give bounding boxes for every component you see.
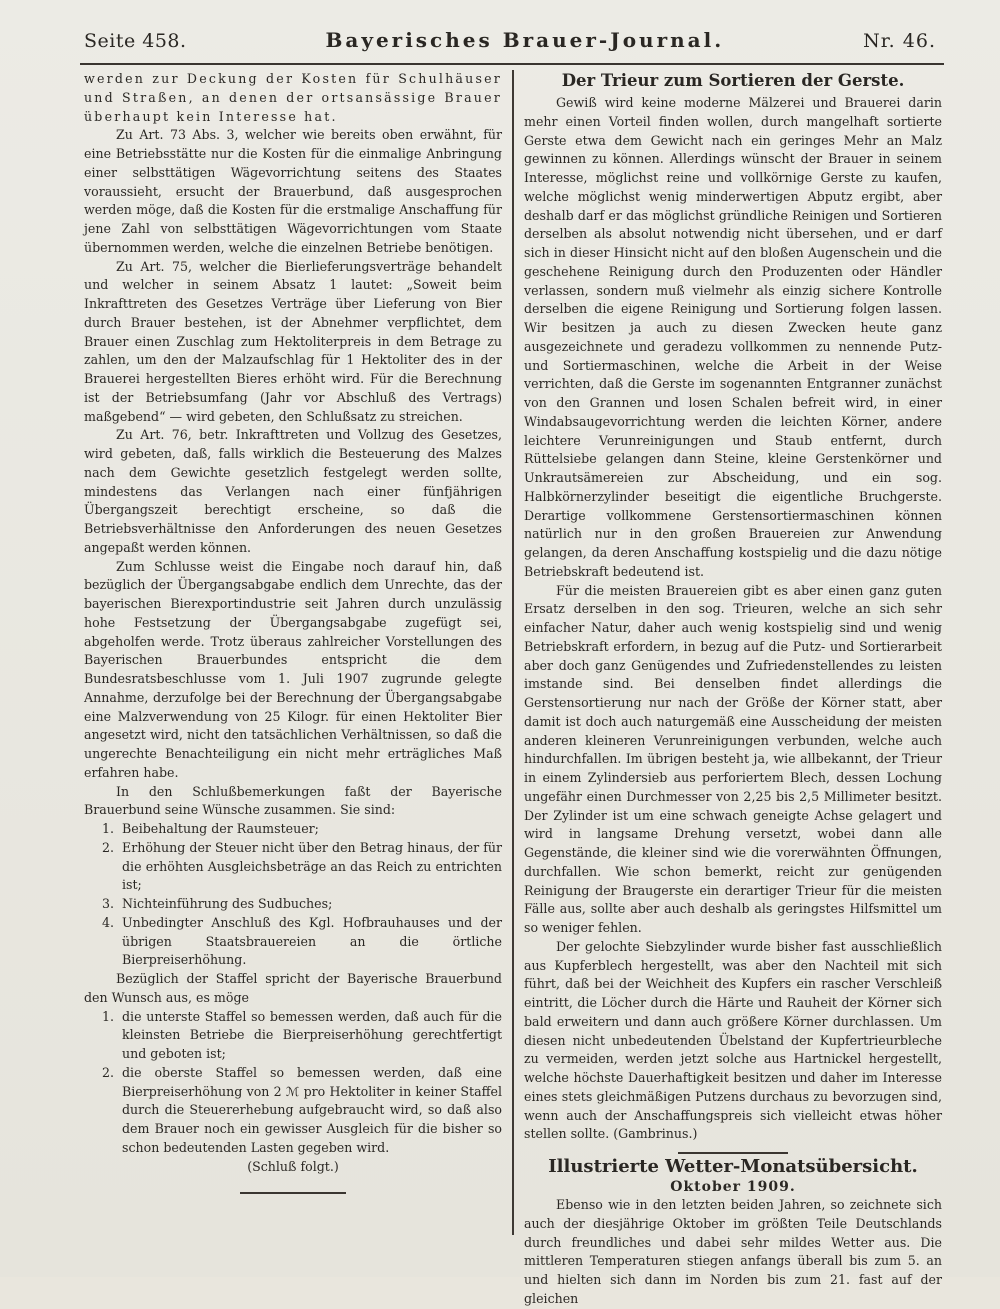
list-text: Nichteinführung des Sudbuches; [122, 896, 333, 911]
list-item [84, 1008, 502, 1064]
end-rule [240, 1192, 346, 1194]
header-rule [80, 63, 944, 65]
list-number: 1. [101, 1008, 114, 1024]
list-number: 1. [101, 821, 114, 836]
paragraph-weather-1: Ebenso wie in den letzten beiden Jahren, so zeichnete sich auch der diesjährige Oktober im größten Teile Deutschlands durch freundliches und dabei sehr mildes Wetter aus. Die mittleren Temperaturen stiegen anfangs überall bis zum 5. an und hielten sich dann im Norden bis zum 21. fast auf der gleichen [524, 1197, 942, 1306]
list-item [84, 1064, 502, 1158]
to-be-continued: (Schluß folgt.) [247, 1158, 339, 1174]
paragraph-continued: werden zur Deckung der Kosten für Schulhäuser und Straßen, an denen der ortsansässige Brauer überhaupt kein Interesse hat. [84, 71, 502, 124]
list-number: 4. [101, 914, 114, 930]
list-text: Erhöhung der Steuer nicht über den Betrag hinaus, der für die erhöhten Ausgleichsbeträge an das Reich zu entrichten ist; [122, 839, 502, 893]
paragraph-art75: Zu Art. 75, welcher die Bierlieferungsverträge behandelt und welcher in seinem Absatz 1 lautet: „Soweit beim Inkrafttreten des Gesetzes Verträge über Lieferung von Bier durch Brauer bestehen, ist der Abnehmer verpflichtet, dem Brauer einen Zuschlag zum Hektoliterpreis in dem Betrage zu zahlen, um den der Malzaufschlag für 1 Hektoliter des in der Brauerei hergestellten Bieres erhöht wird. Für die Berechnung ist der Betriebsumfang (Jahr vor Abschluß des Vertrags) maßgebend“ — wird gebeten, den Schlußsatz zu streichen. [84, 258, 502, 424]
list-number: 3. [101, 896, 114, 911]
paragraph-schlusse: Zum Schlusse weist die Eingabe noch darauf hin, daß bezüglich der Übergangsabgabe endlich dem Unrechte, das der bayerischen Bierexportindustrie seit Jahren durch unzulässig hohe Festsetzung der Übergangsabgabe zugefügt sei, abgeholfen werde. Trotz überaus zahlreicher Vorstellungen des Bayerischen Brauerbundes entspricht die dem Bundesratsbeschlusse vom 1. Juli 1907 zugrunde gelegte Annahme, derzufolge bei der Berechnung der Übergangsabgabe eine Malzverwendung von 25 Kilogr. für einen Hektoliter Bier angesetzt wird, nicht den tatsächlichen Verhältnissen, so daß die ungerechte Benachteiligung ein nicht mehr erträgliches Maß erfahren habe. [84, 558, 502, 780]
article-title-weather: Illustrierte Wetter-Monatsübersicht. [548, 1156, 918, 1177]
list-number: 2. [101, 839, 114, 855]
column-divider [512, 70, 514, 1235]
right-column [524, 70, 942, 1309]
list-item [84, 895, 502, 914]
article-title-trieur: Der Trieur zum Sortieren der Gerste. [561, 71, 905, 90]
paragraph-schlussbemerkungen: In den Schlußbemerkungen faßt der Bayerische Brauerbund seine Wünsche zusammen. Sie sind: [84, 783, 502, 818]
list-text: Beibehaltung der Raumsteuer; [122, 821, 319, 836]
list-item [84, 820, 502, 839]
list-number: 2. [101, 1064, 114, 1080]
list-text: die oberste Staffel so bemessen werden, daß eine Bierpreiserhöhung von 2 ℳ pro Hektoliter in keiner Staffel durch die Steuererhebung aufgebraucht wird, so daß also dem Brauer noch ein gewisser Ausgleich für die bisher so schon bedeutenden Lasten gegeben wird. [122, 1064, 502, 1155]
list-text: Unbedingter Anschluß des Kgl. Hofbrauhauses und der übrigen Staatsbrauereien an die örtliche Bierpreiserhöhung. [122, 914, 502, 968]
paragraph-trieur-1: Gewiß wird keine moderne Mälzerei und Brauerei darin mehr einen Vorteil finden wollen, durch mangelhaft sortierte Gerste etwa dem Gewicht nach ein geringes Mehr an Malz gewinnen zu können. Allerdings wünscht der Brauer in seinem Interesse, möglichst reine und vollkörnige Gerste zu kaufen, welche möglichst wenig minderwertigen Abputz ergibt, aber deshalb darf er das möglichst gründliche Reinigen und Sortieren derselben als absolut notwendig nicht übersehen, und er darf sich in dieser Hinsicht nicht auf den bloßen Augenschein und die geschehene Reinigung durch den Produzenten oder Händler verlassen, sondern muß vielmehr als einzig sichere Kontrolle derselben die eigene Reinigung und Sortierung folgen lassen. Wir besitzen ja auch zu diesen Zwecken heute ganz ausgezeichnete und geradezu vollkommen zu nennende Putz- und Sortiermaschinen, welche die Arbeit in der Weise verrichten, daß die Gerste im sogenannten Entgranner zunächst von den Grannen und losen Schalen befreit wird, in einer Windabsaugevorrichtung werden die leichten Körner, andere leichtere Verunreinigungen und Staub entfernt, durch Rüttelsiebe gelangen dann Steine, kleine Gerstenkörner und Unkrautsämereien zur Abscheidung, und ein sog. Halbkörnerzylinder beseitigt die eigentliche Bruchgerste. Derartige vollkommene Gerstensortiermaschinen können natürlich nur in den großen Brauereien zur Anwendung gelangen, da deren Anschaffung kostspielig und die dazu nötige Betriebskraft bedeutend ist. [524, 95, 942, 579]
page-header [84, 28, 936, 58]
left-column [84, 70, 502, 1194]
paragraph-art73: Zu Art. 73 Abs. 3, welcher wie bereits oben erwähnt, für eine Betriebsstätte nur die Kosten für die einmalige Anbringung einer selbsttätigen Wägevorrichtung seitens des Staates voraussieht, ersucht der Brauerbund, daß ausgesprochen werden möge, daß die Kosten für die erstmalige Anschaffung für jene Zahl von selbsttätigen Wägevorrichtungen vom Staate übernommen werden, welche die einzelnen Betriebe benötigen. [84, 127, 502, 255]
issue-number: Nr. 46. [863, 30, 936, 52]
page-number: Seite 458. [84, 30, 187, 52]
paragraph-trieur-3: Der gelochte Siebzylinder wurde bisher fast ausschließlich aus Kupferblech hergestellt, was aber den Nachteil mit sich führt, daß bei der Weichheit des Kupfers ein rascher Verschleiß eintritt, die Löcher durch die Härte und Rauheit der Körner sich bald erweitern und dann auch größere Körner durchlassen. Um diesen nicht unbedeutenden Übelstand der Kupfertrieurbleche zu vermeiden, werden jetzt solche aus Hartnickel hergestellt, welche höchste Dauerhaftigkeit besitzen und daher im Interesse eines stets gleichmäßigen Putzens durchaus zu bevorzugen sind, wenn auch der Anschaffungspreis sich vielleicht etwas höher stellen sollte. (Gambrinus.) [524, 938, 942, 1142]
wishes-list [84, 820, 502, 970]
list-item [84, 839, 502, 895]
section-rule [678, 1152, 788, 1154]
paragraph-art76: Zu Art. 76, betr. Inkrafttreten und Vollzug des Gesetzes, wird gebeten, daß, falls wirklich die Besteuerung des Malzes nach dem Gewichte gesetzlich festgelegt werden sollte, mindestens das Verlangen nach einer fünfjährigen Übergangszeit berechtigt erscheine, so daß die Betriebsverhältnisse den Anforderungen des neuen Gesetzes angepaßt werden können. [84, 427, 502, 555]
list-text: die unterste Staffel so bemessen werden, daß auch für die kleinsten Betriebe die Bierpreiserhöhung gerechtfertigt und geboten ist; [122, 1008, 502, 1061]
article-subtitle-weather: Oktober 1909. [670, 1179, 796, 1195]
list-item [84, 914, 502, 970]
paragraph-trieur-2: Für die meisten Brauereien gibt es aber einen ganz guten Ersatz derselben in den sog. Trieuren, welche an sich sehr einfacher Natur, daher auch wenig kostspielig sind und wenig Betriebskraft erfordern, in bezug auf die Putz- und Sortierarbeit aber doch ganz Genügendes und Zufriedenstellendes zu leisten imstande sind. Bei denselben findet allerdings die Gerstensortierung nur nach der Größe der Körner statt, aber damit ist doch auch naturgemäß eine Ausscheidung der meisten anderen kleineren Verunreinigungen verbunden, welche auch hindurchfallen. Im übrigen besteht ja, wie allbekannt, der Trieur in einem Zylindersieb aus perforiertem Blech, dessen Lochung ungefähr einen Durchmesser von 2,25 bis 2,5 Millimeter besitzt. Der Zylinder ist um eine schwach geneigte Achse gelagert und wird in langsame Drehung versetzt, wobei dann alle Gegenstände, die kleiner sind wie die vorerwähnten Öffnungen, durchfallen. Wie schon bemerkt, reicht zur genügenden Reinigung der Braugerste ein derartiger Trieur für die meisten Fälle aus, sollte aber auch deshalb als geringstes Hilfsmittel um so weniger fehlen. [524, 582, 942, 935]
journal-title: Bayerisches Brauer-Journal. [325, 28, 725, 52]
staffel-list [84, 1008, 502, 1158]
paragraph-staffel: Bezüglich der Staffel spricht der Bayerische Brauerbund den Wunsch aus, es möge [84, 971, 502, 1005]
